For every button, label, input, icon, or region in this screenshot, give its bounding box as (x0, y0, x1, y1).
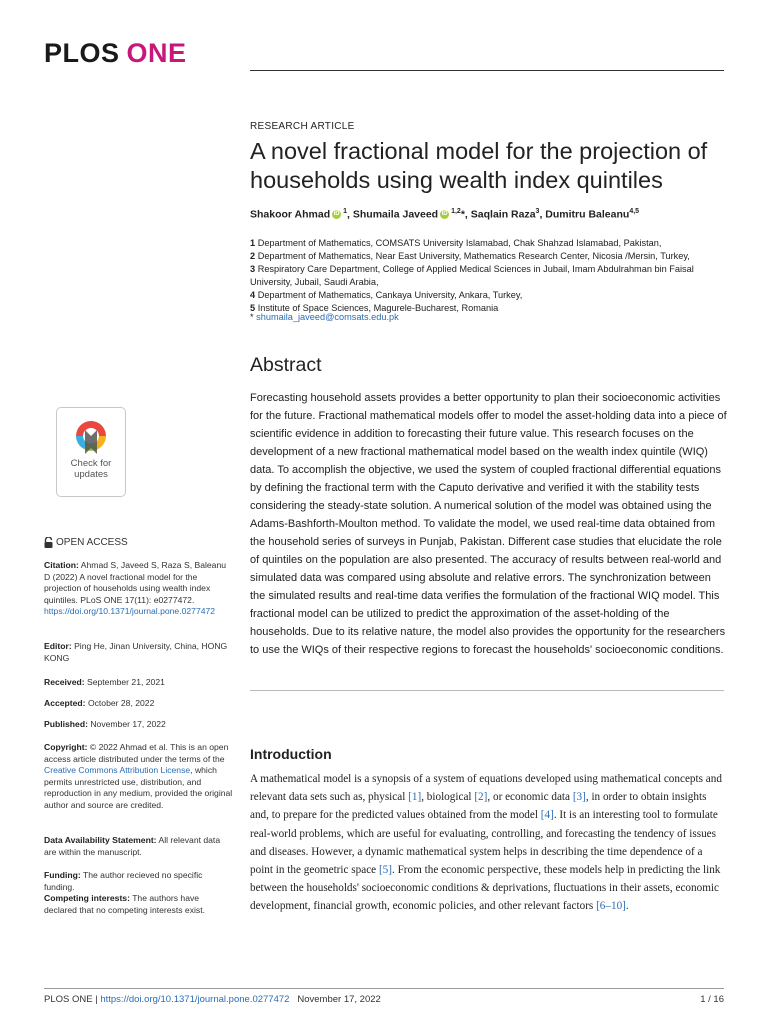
data-availability-block: Data Availability Statement: All relevant data are within the manuscript. (44, 835, 221, 857)
reference-link[interactable]: [5] (378, 864, 392, 877)
affiliation-item: 3 Respiratory Care Department, College of Applied Medical Sciences in Jubail, Imam Abdulrahman bin Faisal University, Jubail, Saudi Arabia, (250, 264, 694, 287)
affiliations (250, 237, 730, 315)
author-affil-sup: 1,2 (451, 208, 461, 215)
page-number: 1 / 16 (700, 994, 724, 1005)
received-date: Received: September 21, 2021 (44, 677, 165, 687)
journal-logo[interactable] (44, 38, 187, 69)
introduction-heading: Introduction (250, 746, 332, 762)
open-lock-icon (44, 537, 53, 548)
check-for-updates-badge[interactable] (56, 407, 126, 497)
logo-one-text: ONE (126, 38, 187, 68)
affiliation-item: 5 Institute of Space Sciences, Magurele-Bucharest, Romania (250, 303, 499, 313)
author-list: Shakoor Ahmad iD $^1$, Shumaila Javeed iD $^{1,2}$*, Saqlain Raza$^3$, Dumitru Baleanu$^{4,5}$ (250, 208, 640, 221)
license-link[interactable]: Creative Commons Attribution License (44, 765, 191, 776)
corresponding-mark: * (460, 208, 465, 221)
author-affil-sup: 3 (535, 208, 540, 215)
accepted-date: Accepted: October 28, 2022 (44, 698, 155, 708)
affiliation-item: 4 Department of Mathematics, Cankaya University, Ankara, Turkey, (250, 290, 523, 300)
author-affil-sup: 4,5 (629, 208, 640, 215)
open-access-label: OPEN ACCESS (44, 537, 128, 548)
editor-block: Editor: Ping He, Jinan University, China, HONG KONG (44, 641, 228, 663)
published-date: Published: November 17, 2022 (44, 719, 166, 729)
author-name[interactable]: Dumitru Baleanu (545, 208, 630, 221)
abstract-heading: Abstract (250, 354, 322, 376)
citation-block: Citation: Ahmad S, Javeed S, Raza S, Baleanu D (2022) A novel fractional model for the projection of households using wealth index quintiles. PLoS ONE 17(11): e0277472. https://doi.org/10.1371/journal.pone.0277472 (44, 560, 227, 617)
reference-link[interactable]: [3] (572, 791, 586, 804)
crossmark-icon (68, 414, 114, 458)
page-footer: PLOS ONE | https://doi.org/10.1371/journal.pone.0277472 November 17, 2022 (44, 994, 381, 1005)
footer-doi-link[interactable]: https://doi.org/10.1371/journal.pone.0277472 (100, 994, 290, 1005)
affiliation-item: 2 Department of Mathematics, Near East University, Mathematics Research Center, Nicosia /Mersin, Turkey, (250, 251, 690, 261)
author-name[interactable]: Saqlain Raza (470, 208, 536, 221)
orcid-icon[interactable]: iD (333, 211, 340, 218)
citation-doi-link[interactable]: https://doi.org/10.1371/journal.pone.0277472 (44, 606, 216, 617)
funding-block: Funding: The author recieved no specific funding. (44, 870, 203, 892)
introduction-text: A mathematical model is a synopsis of a system of equations developed using mathematical concepts and relevant data sets such as, physical [1], biological [2], or economic data [3], in order to obtain insights and, to prepare for the predicted values obtained from the model [4]. It is an interesting tool to formulate real-world problems, which are useful for evaluating, controlling, and forecasting the tendency of issues and diseases. However, a dynamic mathematical system helps in describing the time dependence of a point in the geometric space [5]. From the economic perspective, these models help in predicting the link between the households' socioeconomic conditions & deprivations, fluctuations in their assets, economic development, financial growth, economic policies, and other relevant factors [6–10]. (250, 773, 722, 913)
copyright-block: Copyright: © 2022 Ahmad et al. This is an open access article distributed under the terms of the Creative Commons Attribution License, which permits unrestricted use, distribution, and reproduction in any medium, provided the original author and source are credited. (44, 742, 233, 810)
author-name[interactable]: Shakoor Ahmad (250, 208, 331, 221)
footer-divider (44, 988, 724, 989)
reference-link[interactable]: [4] (540, 809, 554, 822)
author-name[interactable]: Shumaila Javeed (352, 208, 439, 221)
header-divider (250, 70, 724, 71)
article-title: A novel fractional model for the projection of households using wealth index quintiles (250, 138, 708, 193)
abstract-text: Forecasting household assets provides a better opportunity to plan their socioeconomic activities for the future. Fractional mathematical models offer to model the asset-holding data into a piece of scientific evidence in addition to forecasting their future value. This research focuses on the development of a new fractional mathematical model based on the wealth index quintile (WIQ) data. To accomplish the objective, we used the system of coupled fractional differential equations by defining the fractional term with the Caputo derivative and verified it with the stability tests considering the steady-state solution. A numerical solution of the model was obtained using the Adams-Bashforth-Moulton method. To validate the model, we used real-time data obtained from the household series of surveys in Punjab, Pakistan. Different case studies that elucidate the role of quintiles on the population are also presented. The accuracy of results between real-world and simulated data was compared using absolute and relative errors. The synchronization between the simulated results and real-time data verifies the formulation of the fractional WIQ model. This fractional model can be utilized to predict the approximation of the asset-holding of the households. Due to its relative nature, the model also provides the opportunity for the researchers to use the WIQs of their respective regions to forecast the households' socioeconomic conditions. (250, 392, 727, 656)
competing-interests-block: Competing interests: The authors have declared that no competing interests exist. (44, 893, 205, 915)
reference-link[interactable]: [2] (474, 791, 488, 804)
abstract-divider (250, 690, 724, 691)
reference-link[interactable]: [6–10] (596, 900, 626, 913)
footer-date: November 17, 2022 (297, 994, 381, 1005)
author-affil-sup: 1 (343, 208, 348, 215)
corresponding-email: * shumaila_javeed@comsats.edu.pk (250, 312, 399, 322)
orcid-icon[interactable]: iD (441, 211, 448, 218)
badge-label: Check for updates (70, 458, 112, 480)
article-type: RESEARCH ARTICLE (250, 121, 355, 132)
logo-plos-text: PLOS (44, 38, 120, 68)
email-link[interactable]: shumaila_javeed@comsats.edu.pk (256, 312, 399, 322)
affiliation-item: 1 Department of Mathematics, COMSATS University Islamabad, Chak Shahzad Islamabad, Pakistan, (250, 238, 662, 248)
reference-link[interactable]: [1] (408, 791, 422, 804)
